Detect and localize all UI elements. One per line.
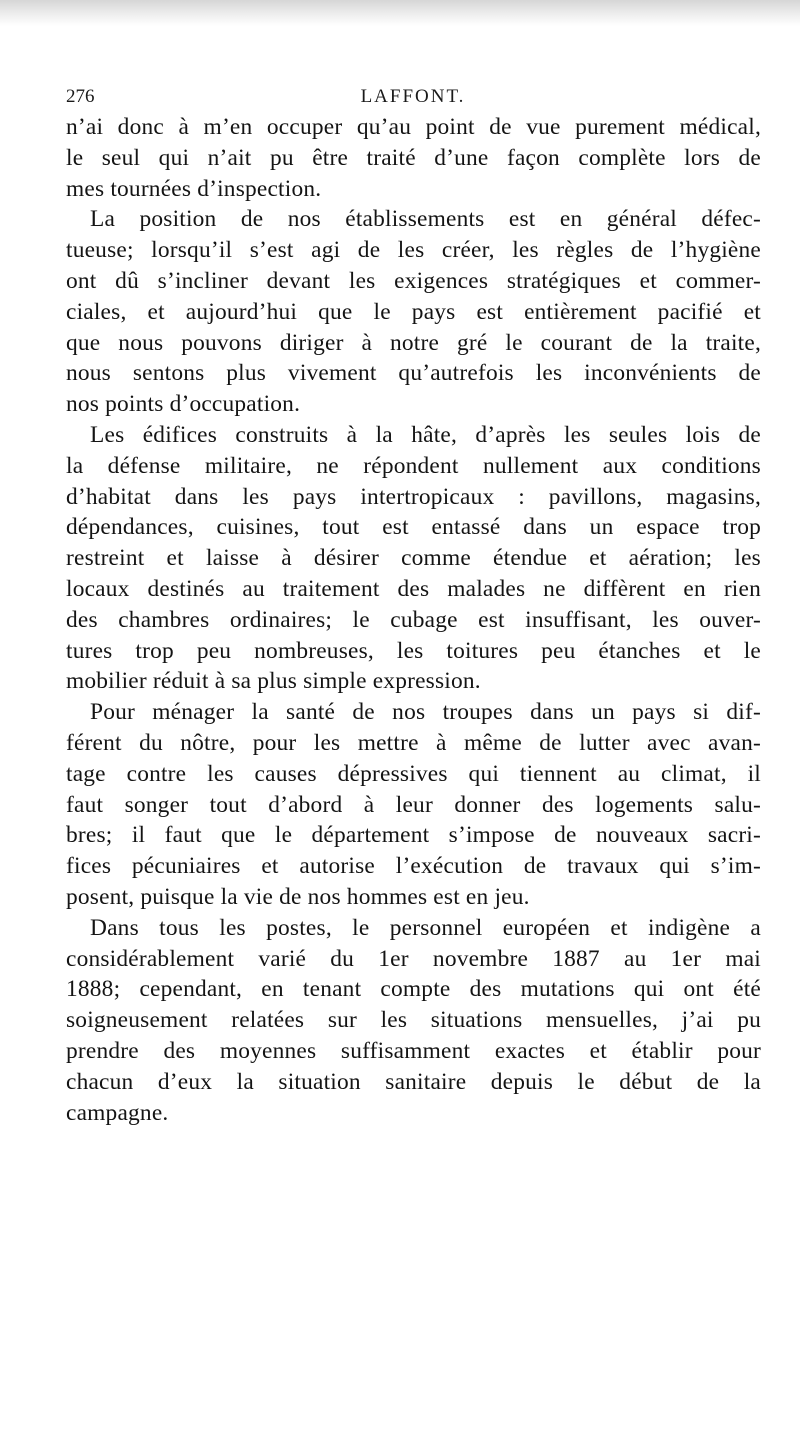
text-line: le seul qui n’ait pu être traité d’une façon complète lors de xyxy=(66,144,761,171)
scan-edge-shadow xyxy=(0,0,800,26)
text-line: considérablement varié du 1er novembre 1887 au 1er mai xyxy=(66,945,761,972)
text-line: tueuse; lorsqu’il s’est agi de les créer, les règles de l’hygiène xyxy=(66,237,761,264)
text-line: restreint et laisse à désirer comme étendue et aération; les xyxy=(66,545,761,572)
text-line: campagne. xyxy=(66,1099,169,1126)
text-line: bres; il faut que le département s’impose de nouveaux sacri- xyxy=(66,822,761,849)
text-line: Pour ménager la santé de nos troupes dans un pays si dif- xyxy=(90,699,761,726)
text-line: dépendances, cuisines, tout est entassé dans un espace trop xyxy=(66,514,761,541)
text-line: chacun d’eux la situation sanitaire depuis le début de la xyxy=(66,1068,761,1095)
paragraph xyxy=(66,697,761,913)
text-line: faut songer tout d’abord à leur donner des logements salu- xyxy=(66,791,761,818)
text-line: mes tournées d’inspection. xyxy=(66,175,322,202)
text-line: des chambres ordinaires; le cubage est insuffisant, les ouver- xyxy=(66,606,761,633)
text-line: soigneusement relatées sur les situations mensuelles, j’ai pu xyxy=(66,1007,761,1034)
text-line: d’habitat dans les pays intertropicaux : pavillons, magasins, xyxy=(66,483,761,510)
text-line: que nous pouvons diriger à notre gré le courant de la traite, xyxy=(66,329,761,356)
text-line: tage contre les causes dépressives qui tiennent au climat, il xyxy=(66,760,761,787)
running-head: LAFFONT. xyxy=(360,86,466,107)
text-line: prendre des moyennes suffisamment exactes et établir pour xyxy=(66,1037,761,1064)
text-line: nous sentons plus vivement qu’autrefois les inconvénients de xyxy=(66,360,761,387)
text-line: la défense militaire, ne répondent nullement aux conditions xyxy=(66,452,761,479)
paragraph xyxy=(66,112,761,204)
text-line: 1888; cependant, en tenant compte des mutations qui ont été xyxy=(66,976,761,1003)
text-line: tures trop peu nombreuses, les toitures peu étanches et le xyxy=(66,637,761,664)
text-line: ciales, et aujourd’hui que le pays est entièrement pacifié et xyxy=(66,298,761,325)
body-text xyxy=(66,112,761,1128)
text-line: mobilier réduit à sa plus simple expression. xyxy=(66,668,481,695)
text-line: posent, puisque la vie de nos hommes est en jeu. xyxy=(66,883,530,910)
text-line: locaux destinés au traitement des malades ne diffèrent en rien xyxy=(66,575,761,602)
text-line: La position de nos établissements est en général défec- xyxy=(90,206,761,233)
text-line: Dans tous les postes, le personnel européen et indigène a xyxy=(90,914,761,941)
paragraph xyxy=(66,204,761,420)
text-line: Les édifices construits à la hâte, d’après les seules lois de xyxy=(90,421,761,448)
text-line: ont dû s’incliner devant les exigences stratégiques et commer- xyxy=(66,267,761,294)
paragraph xyxy=(66,913,761,1129)
text-line: férent du nôtre, pour les mettre à même de lutter avec avan- xyxy=(66,729,761,756)
text-line: nos points d’occupation. xyxy=(66,391,301,418)
text-line: fices pécuniaires et autorise l’exécution de travaux qui s’im- xyxy=(66,853,761,880)
text-line: n’ai donc à m’en occuper qu’au point de vue purement médical, xyxy=(66,114,761,140)
page-number: 276 xyxy=(66,86,95,107)
page-header xyxy=(66,82,760,108)
paragraph xyxy=(66,420,761,697)
